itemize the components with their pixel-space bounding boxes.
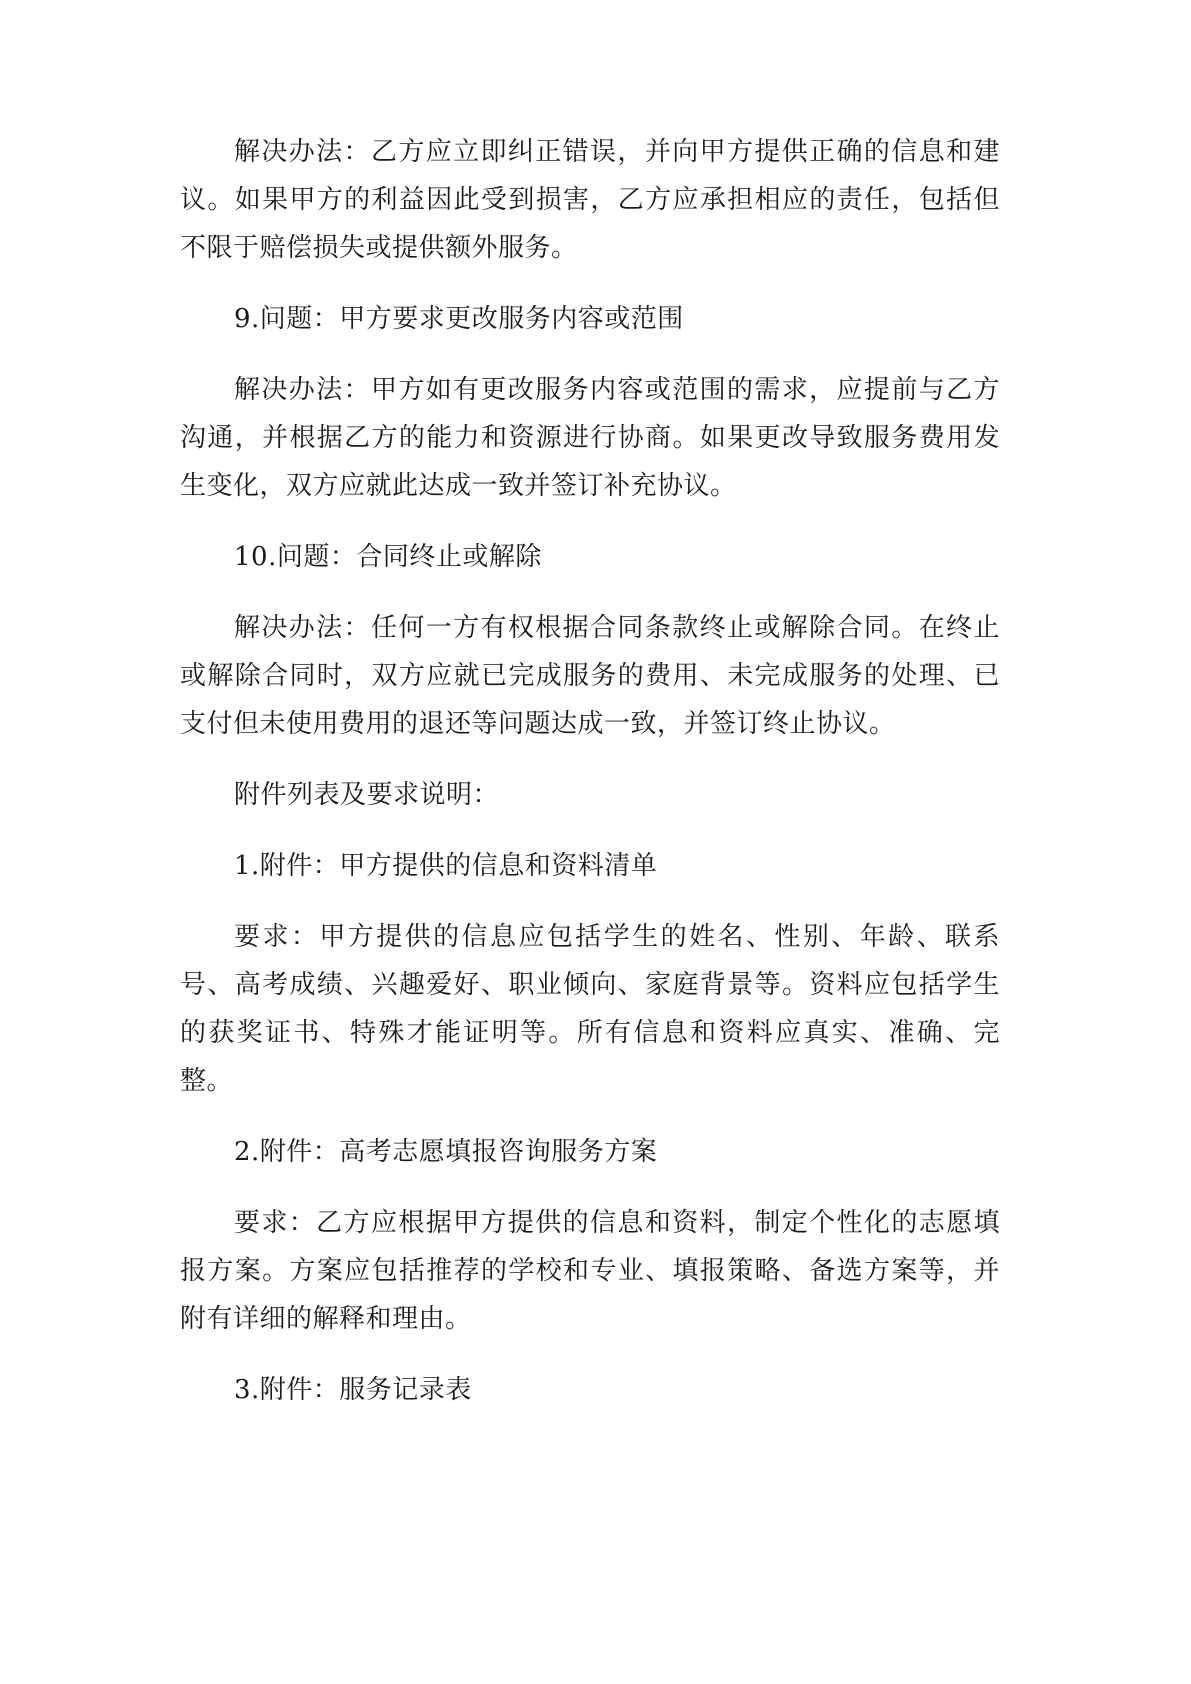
attachment-heading-2: 2.附件：高考志愿填报咨询服务方案 <box>234 1137 658 1167</box>
item-heading-9: 9.问题：甲方要求更改服务内容或范围 <box>234 304 684 334</box>
attachment-heading-3: 3.附件：服务记录表 <box>234 1375 472 1405</box>
paragraph-resolution-8: 解决办法：乙方应立即纠正错误，并向甲方提供正确的信息和建议。如果甲方的利益因此受到损害，乙方应承担相应的责任，包括但不限于赔偿损失或提供额外服务。 <box>180 137 1000 263</box>
attachment-requirement-1: 要求：甲方提供的信息应包括学生的姓名、性别、年龄、联系号、高考成绩、兴趣爱好、职业倾向、家庭背景等。资料应包括学生的获奖证书、特殊才能证明等。所有信息和资料应真实、准确、完整。 <box>180 922 1000 1096</box>
attachment-heading-1: 1.附件：甲方提供的信息和资料清单 <box>234 851 658 881</box>
paragraph-resolution-10: 解决办法：任何一方有权根据合同条款终止或解除合同。在终止或解除合同时，双方应就已完成服务的费用、未完成服务的处理、已支付但未使用费用的退还等问题达成一致，并签订终止协议。 <box>180 613 1000 739</box>
document-body <box>180 128 1000 1437</box>
paragraph-resolution-9: 解决办法：甲方如有更改服务内容或范围的需求，应提前与乙方沟通，并根据乙方的能力和资源进行协商。如果更改导致服务费用发生变化，双方应就此达成一致并签订补充协议。 <box>180 375 1000 501</box>
attachment-requirement-2: 要求：乙方应根据甲方提供的信息和资料，制定个性化的志愿填报方案。方案应包括推荐的学校和专业、填报策略、备选方案等，并附有详细的解释和理由。 <box>180 1208 1000 1334</box>
attachments-section-title: 附件列表及要求说明： <box>234 780 500 810</box>
item-heading-10: 10.问题：合同终止或解除 <box>234 542 542 572</box>
